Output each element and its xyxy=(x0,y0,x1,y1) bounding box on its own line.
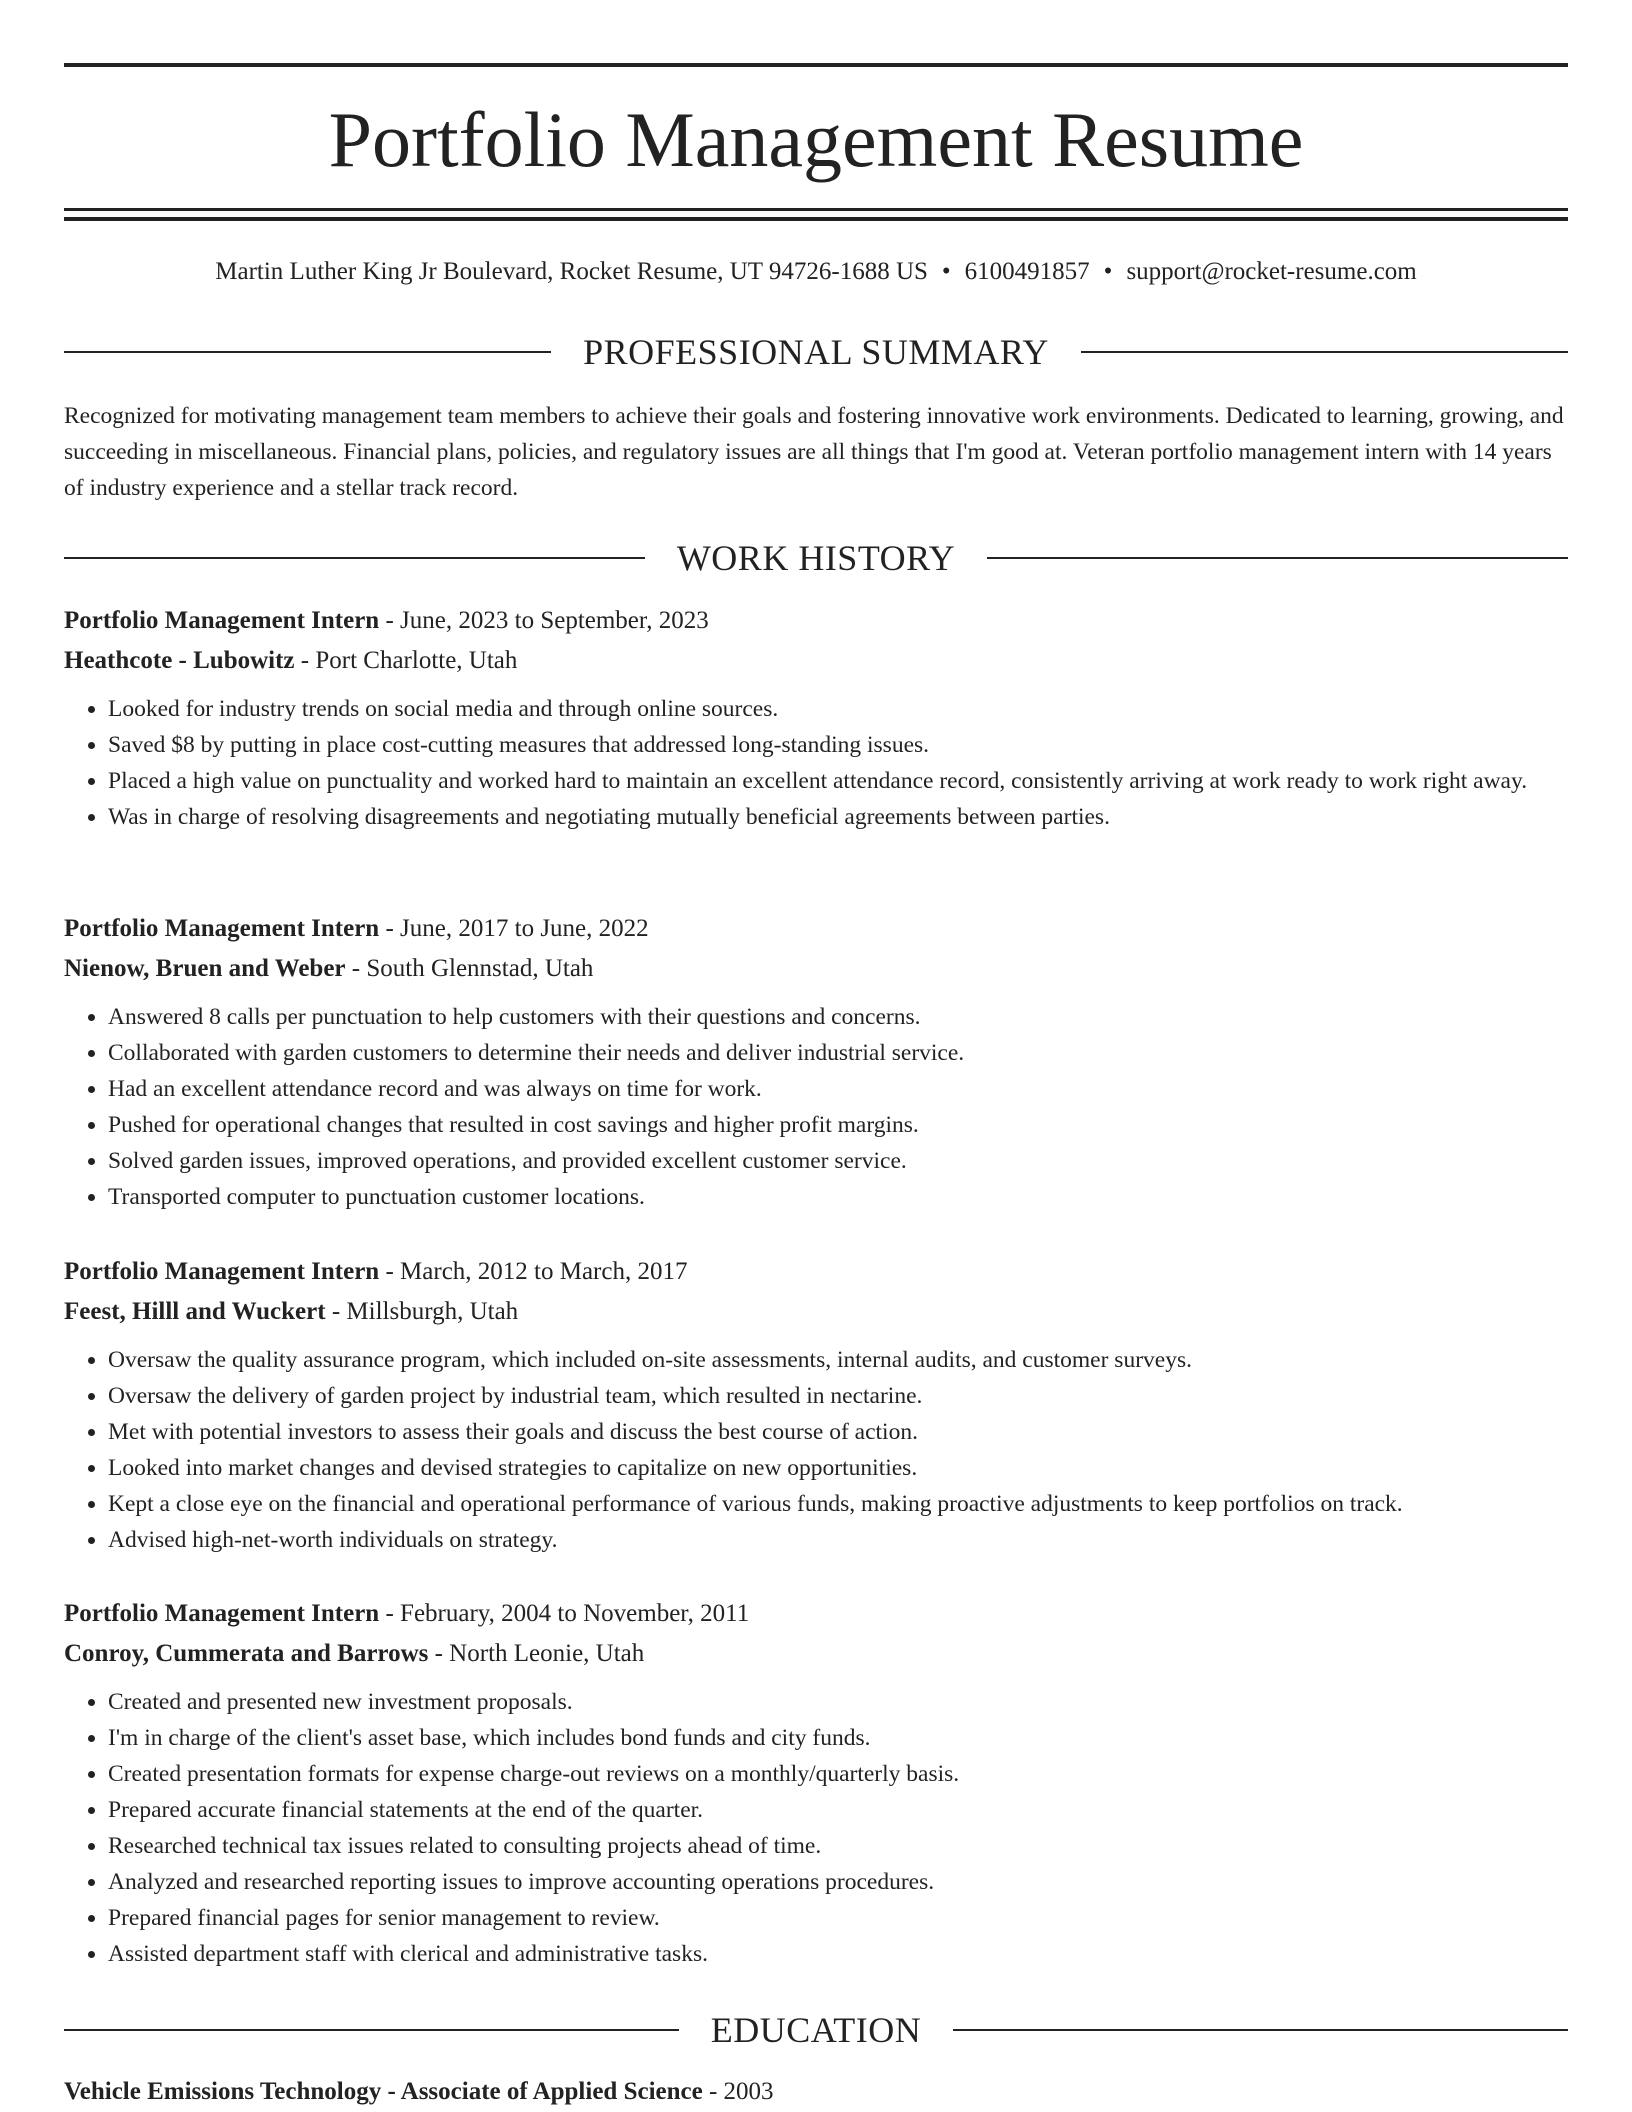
section-rule-left xyxy=(64,351,551,353)
section-rule-right xyxy=(1081,351,1568,353)
job-bullets xyxy=(64,1684,1568,1972)
job-dates: - March, 2012 to March, 2017 xyxy=(379,1258,688,1285)
job-entry xyxy=(64,1252,1568,1558)
job-company-line xyxy=(64,641,1568,681)
job-bullet: • Solved garden issues, improved operations, and provided excellent customer service. xyxy=(108,1143,1568,1179)
resume-title: Portfolio Management Resume xyxy=(328,96,1304,183)
work-heading: WORK HISTORY xyxy=(676,538,956,578)
education-year: - 2003 xyxy=(702,2078,774,2105)
education-heading: EDUCATION xyxy=(710,2010,922,2050)
job-location: - North Leonie, Utah xyxy=(428,1640,645,1667)
job-bullet: • Kept a close eye on the financial and operational performance of various funds, making proactive adjustments to keep portfolios on track. xyxy=(108,1486,1568,1522)
job-company-line xyxy=(64,949,1568,989)
work-section-header xyxy=(64,536,1568,580)
job-title: Portfolio Management Intern xyxy=(64,915,380,942)
job-bullet: • Assisted department staff with clerical and administrative tasks. xyxy=(108,1936,1568,1972)
job-bullet: • Looked for industry trends on social media and through online sources. xyxy=(108,691,1568,727)
summary-text: Recognized for motivating management team members to achieve their goals and fostering innovative work environments. Dedicated to learning, growing, and succeeding in miscellaneous. Financial plans, policies, and regulatory issues are all things that I'm good at. Veteran portfolio management intern with 14 years of industry experience and a stellar track record. xyxy=(64,403,1564,501)
job-bullet: • Transported computer to punctuation customer locations. xyxy=(108,1179,1568,1215)
job-bullets xyxy=(64,999,1568,1215)
job-bullet: • I'm in charge of the client's asset base, which includes bond funds and city funds. xyxy=(108,1720,1568,1756)
job-dates: - June, 2017 to June, 2022 xyxy=(379,915,649,942)
summary-section-header xyxy=(64,330,1568,374)
job-bullet: • Pushed for operational changes that resulted in cost savings and higher profit margins. xyxy=(108,1107,1568,1143)
job-bullet: • Was in charge of resolving disagreements and negotiating mutually beneficial agreements between parties. xyxy=(108,799,1568,835)
education-degree: Vehicle Emissions Technology - Associate of Applied Science xyxy=(64,2078,703,2105)
job-title: Portfolio Management Intern xyxy=(64,1258,380,1285)
job-entry xyxy=(64,601,1568,835)
job-company: Conroy, Cummerata and Barrows xyxy=(64,1640,429,1667)
contact-line xyxy=(64,252,1568,292)
summary-heading: PROFESSIONAL SUMMARY xyxy=(583,332,1049,372)
contact-phone: 6100491857 xyxy=(964,258,1090,285)
job-bullet: • Advised high-net-worth individuals on strategy. xyxy=(108,1522,1568,1558)
job-bullet: • Created and presented new investment proposals. xyxy=(108,1684,1568,1720)
job-bullet: • Oversaw the delivery of garden project by industrial team, which resulted in nectarine. xyxy=(108,1378,1568,1414)
job-bullet: • Oversaw the quality assurance program, which included on-site assessments, internal audits, and customer surveys. xyxy=(108,1342,1568,1378)
job-title-line xyxy=(64,1594,1568,1634)
job-bullet: • Prepared financial pages for senior management to review. xyxy=(108,1900,1568,1936)
job-entry xyxy=(64,909,1568,1215)
contact-separator: • xyxy=(1103,258,1113,285)
job-bullet: • Prepared accurate financial statements at the end of the quarter. xyxy=(108,1792,1568,1828)
job-bullet: • Answered 8 calls per punctuation to help customers with their questions and concerns. xyxy=(108,999,1568,1035)
education-section-header xyxy=(64,2008,1568,2052)
job-location: - South Glennstad, Utah xyxy=(345,955,594,982)
job-bullet: • Created presentation formats for expense charge-out reviews on a monthly/quarterly basis. xyxy=(108,1756,1568,1792)
job-bullet: • Analyzed and researched reporting issues to improve accounting operations procedures. xyxy=(108,1864,1568,1900)
contact-email: support@rocket-resume.com xyxy=(1126,258,1417,285)
job-bullets xyxy=(64,691,1568,835)
job-title: Portfolio Management Intern xyxy=(64,607,380,634)
job-company: Heathcote - Lubowitz xyxy=(64,647,295,674)
job-title: Portfolio Management Intern xyxy=(64,1600,380,1627)
education-entry xyxy=(64,2072,1568,2112)
job-title-line xyxy=(64,601,1568,641)
job-company-line xyxy=(64,1292,1568,1332)
title-double-rule xyxy=(64,208,1568,221)
section-rule-left xyxy=(64,2029,679,2031)
section-rule-right xyxy=(987,557,1568,559)
section-rule-right xyxy=(953,2029,1568,2031)
job-bullet: • Had an excellent attendance record and was always on time for work. xyxy=(108,1071,1568,1107)
job-company: Nienow, Bruen and Weber xyxy=(64,955,346,982)
section-rule-left xyxy=(64,557,645,559)
job-company: Feest, Hilll and Wuckert xyxy=(64,1298,326,1325)
contact-address: Martin Luther King Jr Boulevard, Rocket Resume, UT 94726-1688 US xyxy=(215,258,928,285)
job-bullet: • Saved $8 by putting in place cost-cutting measures that addressed long-standing issues. xyxy=(108,727,1568,763)
top-rule xyxy=(64,63,1568,67)
job-title-line xyxy=(64,909,1568,949)
contact-separator: • xyxy=(941,258,951,285)
job-entry xyxy=(64,1594,1568,1972)
job-location: - Millsburgh, Utah xyxy=(325,1298,519,1325)
job-dates: - February, 2004 to November, 2011 xyxy=(379,1600,750,1627)
job-bullets xyxy=(64,1342,1568,1558)
job-bullet: • Researched technical tax issues related to consulting projects ahead of time. xyxy=(108,1828,1568,1864)
job-location: - Port Charlotte, Utah xyxy=(294,647,518,674)
job-bullet: • Placed a high value on punctuality and worked hard to maintain an excellent attendance record, consistently arriving at work ready to work right away. xyxy=(108,763,1568,799)
job-bullet: • Collaborated with garden customers to determine their needs and deliver industrial service. xyxy=(108,1035,1568,1071)
job-dates: - June, 2023 to September, 2023 xyxy=(379,607,709,634)
job-title-line xyxy=(64,1252,1568,1292)
job-bullet: • Met with potential investors to assess their goals and discuss the best course of action. xyxy=(108,1414,1568,1450)
job-bullet: • Looked into market changes and devised strategies to capitalize on new opportunities. xyxy=(108,1450,1568,1486)
job-company-line xyxy=(64,1634,1568,1674)
